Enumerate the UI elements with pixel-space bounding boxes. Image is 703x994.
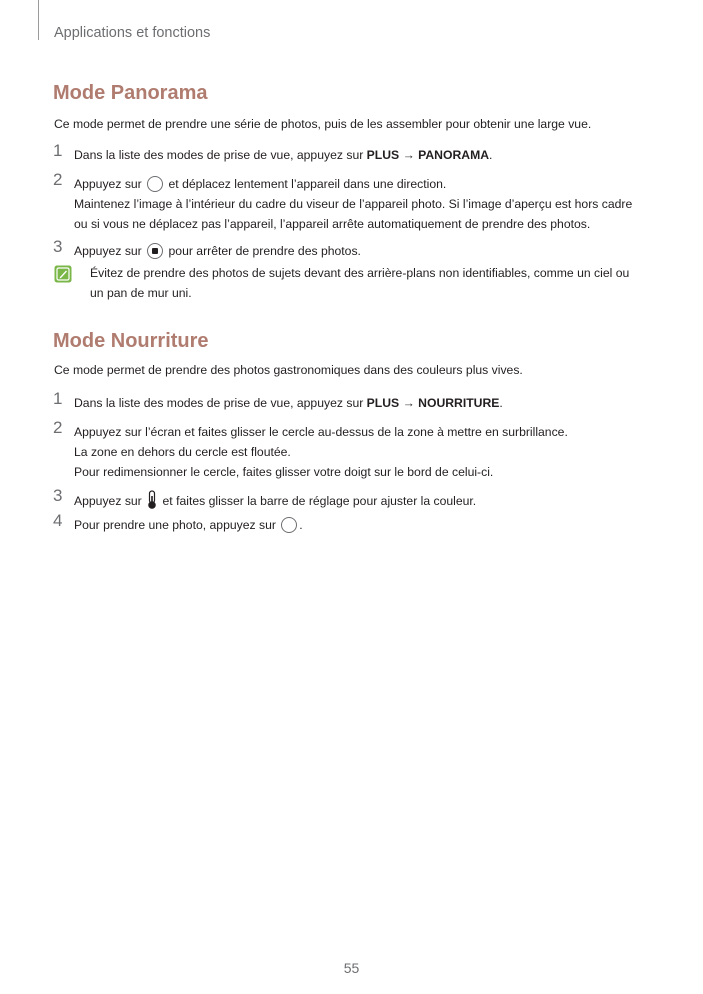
note-text: Évitez de prendre des photos de sujets devant des arrière-plans non identifiables, comme un ciel ou	[90, 266, 630, 280]
section-title-panorama: Mode Panorama	[53, 82, 208, 104]
panorama-step-3	[53, 237, 653, 261]
step-detail: La zone en dehors du cercle est floutée.	[74, 445, 291, 459]
note-text: un pan de mur uni.	[90, 286, 192, 300]
menu-nourriture: NOURRITURE	[418, 396, 500, 410]
step-text: Appuyez sur	[74, 494, 146, 508]
nourriture-step-3	[53, 486, 653, 511]
header-divider	[38, 0, 39, 40]
shutter-circle-icon	[147, 176, 163, 192]
nourriture-step-2	[53, 418, 653, 482]
arrow: →	[399, 148, 419, 162]
step-text: Appuyez sur	[74, 244, 146, 258]
step-number: 3	[53, 237, 63, 256]
shutter-circle-icon	[281, 517, 297, 533]
note-pencil-icon	[54, 265, 72, 283]
step-text: Dans la liste des modes de prise de vue, appuyez sur	[74, 396, 367, 410]
period: .	[499, 396, 503, 410]
step-text: Appuyez sur	[74, 177, 146, 191]
page-number: 55	[343, 960, 360, 976]
step-number: 3	[53, 486, 63, 505]
nourriture-step-1	[53, 389, 653, 413]
panorama-step-2	[53, 170, 653, 234]
step-number: 4	[53, 511, 63, 530]
step-detail: Pour redimensionner le cercle, faites glisser votre doigt sur le bord de celui-ci.	[74, 465, 494, 479]
panorama-step-1	[53, 141, 653, 165]
step-number: 2	[53, 418, 63, 437]
menu-plus: PLUS	[366, 148, 400, 162]
nourriture-step-4	[53, 511, 653, 535]
menu-panorama: PANORAMA	[418, 148, 490, 162]
step-text: et déplacez lentement l’appareil dans une direction.	[165, 177, 447, 191]
step-number: 1	[53, 389, 63, 408]
step-text: Dans la liste des modes de prise de vue, appuyez sur	[74, 148, 367, 162]
stop-circle-icon	[147, 243, 163, 259]
arrow: →	[399, 396, 419, 410]
step-text: Pour prendre une photo, appuyez sur	[74, 518, 280, 532]
step-text: Appuyez sur l’écran et faites glisser le cercle au-dessus de la zone à mettre en surbrillance.	[74, 425, 568, 439]
step-detail: ou si vous ne déplacez pas l’appareil, l’appareil arrête automatiquement de prendre des photos.	[74, 217, 591, 231]
section-title-nourriture: Mode Nourriture	[53, 330, 209, 352]
step-text: et faites glisser la barre de réglage pour ajuster la couleur.	[159, 494, 477, 508]
color-temperature-icon	[146, 490, 158, 510]
period: .	[299, 518, 303, 532]
step-detail: Maintenez l’image à l’intérieur du cadre du viseur de l’appareil photo. Si l’image d’aperçu est hors cadre	[74, 197, 633, 211]
step-number: 1	[53, 141, 63, 160]
step-number: 2	[53, 170, 63, 189]
header-title: Applications et fonctions	[54, 25, 211, 41]
intro-nourriture: Ce mode permet de prendre des photos gastronomiques dans des couleurs plus vives.	[54, 363, 523, 377]
step-text: pour arrêter de prendre des photos.	[165, 244, 361, 258]
period: .	[489, 148, 493, 162]
menu-plus: PLUS	[366, 396, 400, 410]
note-panorama	[54, 263, 654, 303]
intro-panorama: Ce mode permet de prendre une série de photos, puis de les assembler pour obtenir une large vue.	[54, 117, 592, 131]
